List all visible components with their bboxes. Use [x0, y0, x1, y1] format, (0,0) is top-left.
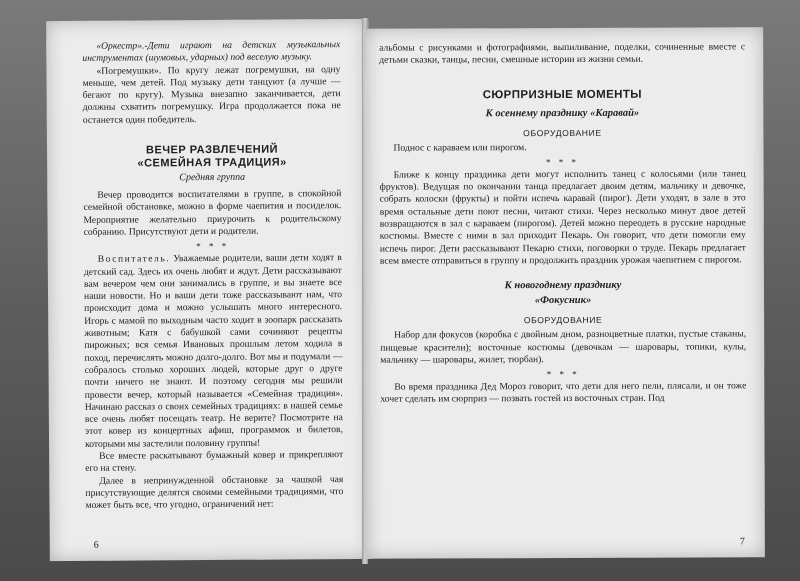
tea-paragraph: Далее в непринужденной обстановке за чашкой чая присутствующие делятся своими семейными традициями, что может быть все, что угодно, ограничений нет:	[85, 473, 344, 512]
albums-paragraph: альбомы с рисунками и фотографиями, выпиливание, поделки, сочиненные вместе с детьми сказки, танцы, песни, смешные истории из жизни семьи.	[379, 41, 746, 66]
evening-title-line-1: ВЕЧЕР РАЗВЛЕЧЕНИЙ	[145, 143, 279, 157]
evening-title-line-2: «СЕМЕЙНАЯ ТРАДИЦИЯ»	[137, 156, 287, 170]
page-number-left: 6	[93, 539, 99, 551]
speaker-label: Воспитатель.	[97, 253, 171, 266]
group-subtitle: Средняя группа	[179, 171, 246, 184]
equipment-list-2: Набор для фокусов (коробка с двойным дном, разноцветные платки, пустые стаканы, пищевые красители); восточные костюмы (девочкам — шаровары, топики, кулы, мальчику — шаровары, жилет, тюрбан).	[380, 328, 747, 366]
orchestra-paragraph: «Оркестр».-Дети играют на детских музыкальных инструментах (шумовых, ударных) под веселую музыку.	[82, 39, 341, 65]
autumn-event-title: К осеннему празднику «Каравай»	[485, 107, 640, 119]
evening-intro-paragraph: Вечер проводится воспитателями в группе, в спокойной семейной обстановке, можно в форме чаепития и посиделок. Мероприятие желательно приурочить к родительскому собранию. Присутствуют дети и родители.	[83, 188, 342, 238]
section-stars-right: * * *	[546, 156, 580, 167]
right-page	[363, 27, 765, 558]
ny-event-title-line-2: «Фокусник»	[534, 295, 592, 307]
left-page	[46, 19, 372, 561]
left-column	[82, 39, 343, 537]
carpet-paragraph: Все вместе раскатывают бумажный ковер и прикрепляют его на стену.	[85, 449, 344, 475]
rattles-paragraph: «Погремушки». По кругу лежат погремушки, на одну меньше, чем детей. Под музыку дети танцуют (а лучше — бегают по кругу). Музыка внезапно заканчивается, дети должны схватить погремушку. Игра продолжается пока не останется один победитель.	[82, 63, 341, 126]
teacher-speech-paragraph	[84, 252, 343, 451]
equipment-heading-1: ОБОРУДОВАНИЕ	[523, 127, 602, 138]
teacher-speech-text: Уважаемые родители, ваши дети ходят в детский сад. Здесь их очень любят и ждут. Дети рассказывают вам вечером чем они занимались в группе, и вы знаете все наши новости. Но и ваши дети тоже рассказывают нам, что происходит дома и можно услышать много интересного. Игорь с мамой по выходным часто ходит в зоопарк рассказать животным; Катя с бабушкой сами сочиняют рецепты пирожных; вся семья Ивановых прошлым летом ходила в поход, перечислять можно долго-долго. Вот мы и подумали — собралось столько хороших людей, которые друг о друге почти ничего не знают. И поэтому сегодня мы решили провести вечер, который называется «Семейная традиция». Начинаю рассказ о своих семейных традициях: в нашей семье все очень любят посещать театр. Не верите? Посмотрите на этот ковер из концертных афиш, программок и билетов, которыми мы застелили половину группы!	[83, 252, 344, 450]
ded-moroz-paragraph: Во время праздника Дед Мороз говорит, что дети для него пели, плясали, и он тоже хочет сделать им сюрприз — позвать гостей из восточных стран. Под	[380, 380, 747, 406]
equipment-heading-2: ОБОРУДОВАНИЕ	[523, 315, 603, 326]
section-stars: * * *	[196, 241, 230, 252]
karavai-description: Ближе к концу праздника дети могут исполнить танец с колосьями (или танец фруктов). Ведущая по окончании танца предлагает двоим детям, мальчику и девочке, собрать колоски (фрукты) и пойти испечь каравай (пирог). Дети уходят, в зале в это время остальные дети поют песни, читают стихи. Через несколько минут двое детей возвращаются в зал с караваем (пирогом). Детей можно переодеть в русские народные костюмы. Вместе с ними в зал приходит Пекарь. Он говорит, что дети помогли ему испечь пирог. Дети рассказывают Пекарю стихи, поговорки о труде. Пекарь предлагает всем вместе отправиться в группу и продолжить праздник урожая чаепитием с пирогом.	[379, 168, 746, 267]
ny-event-title-line-1: К новогоднему празднику	[504, 280, 622, 292]
right-column	[379, 41, 747, 534]
equipment-list-1: Поднос с караваем или пирогом.	[393, 141, 527, 154]
section-stars-right-2: * * *	[546, 369, 580, 380]
surprise-moments-title: СЮРПРИЗНЫЕ МОМЕНТЫ	[482, 88, 642, 101]
page-number-right: 7	[739, 536, 745, 548]
